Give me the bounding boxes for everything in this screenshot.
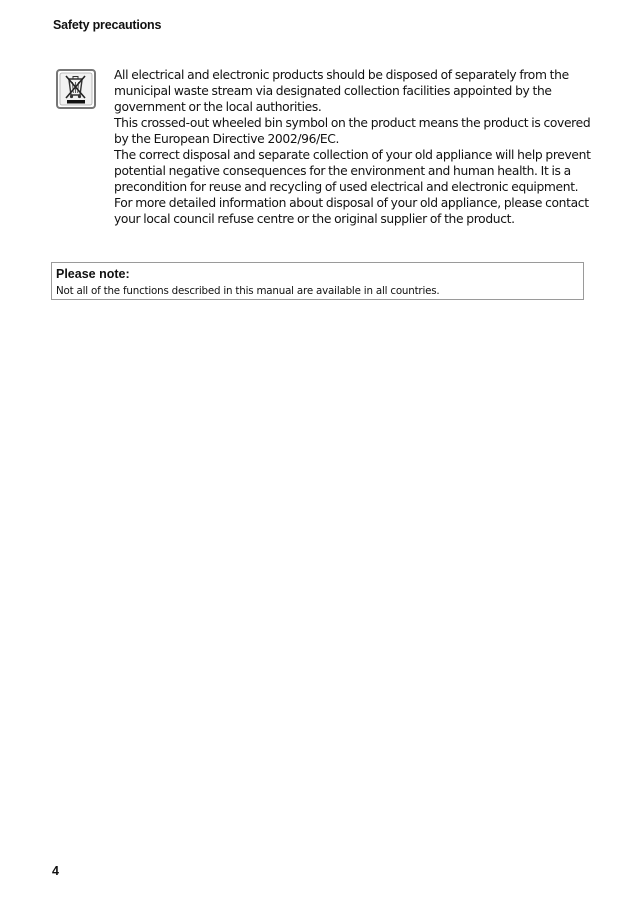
page-number: 4: [52, 864, 59, 878]
disposal-paragraph: The correct disposal and separate collection of your old appliance will help prevent potential negative consequences for the environment and human health. It is a precondition for reuse and recycling of used electrical and electronic equipment.: [114, 148, 591, 194]
disposal-paragraph: This crossed-out wheeled bin symbol on the product means the product is covered by the European Directive 2002/96/EC.: [114, 116, 591, 146]
note-box: [51, 262, 584, 300]
disposal-information: [114, 67, 596, 227]
disposal-paragraph: For more detailed information about disposal of your old appliance, please contact your local council refuse centre or the original supplier of the product.: [114, 196, 589, 226]
note-title: Please note:: [56, 267, 130, 281]
note-text: Not all of the functions described in this manual are available in all countries.: [56, 285, 440, 297]
disposal-paragraph: All electrical and electronic products should be disposed of separately from the municipal waste stream via designated collection facilities appointed by the government or the local authorities.: [114, 68, 569, 114]
crossed-out-wheeled-bin-icon: [56, 69, 96, 109]
section-title: Safety precautions: [53, 18, 162, 32]
